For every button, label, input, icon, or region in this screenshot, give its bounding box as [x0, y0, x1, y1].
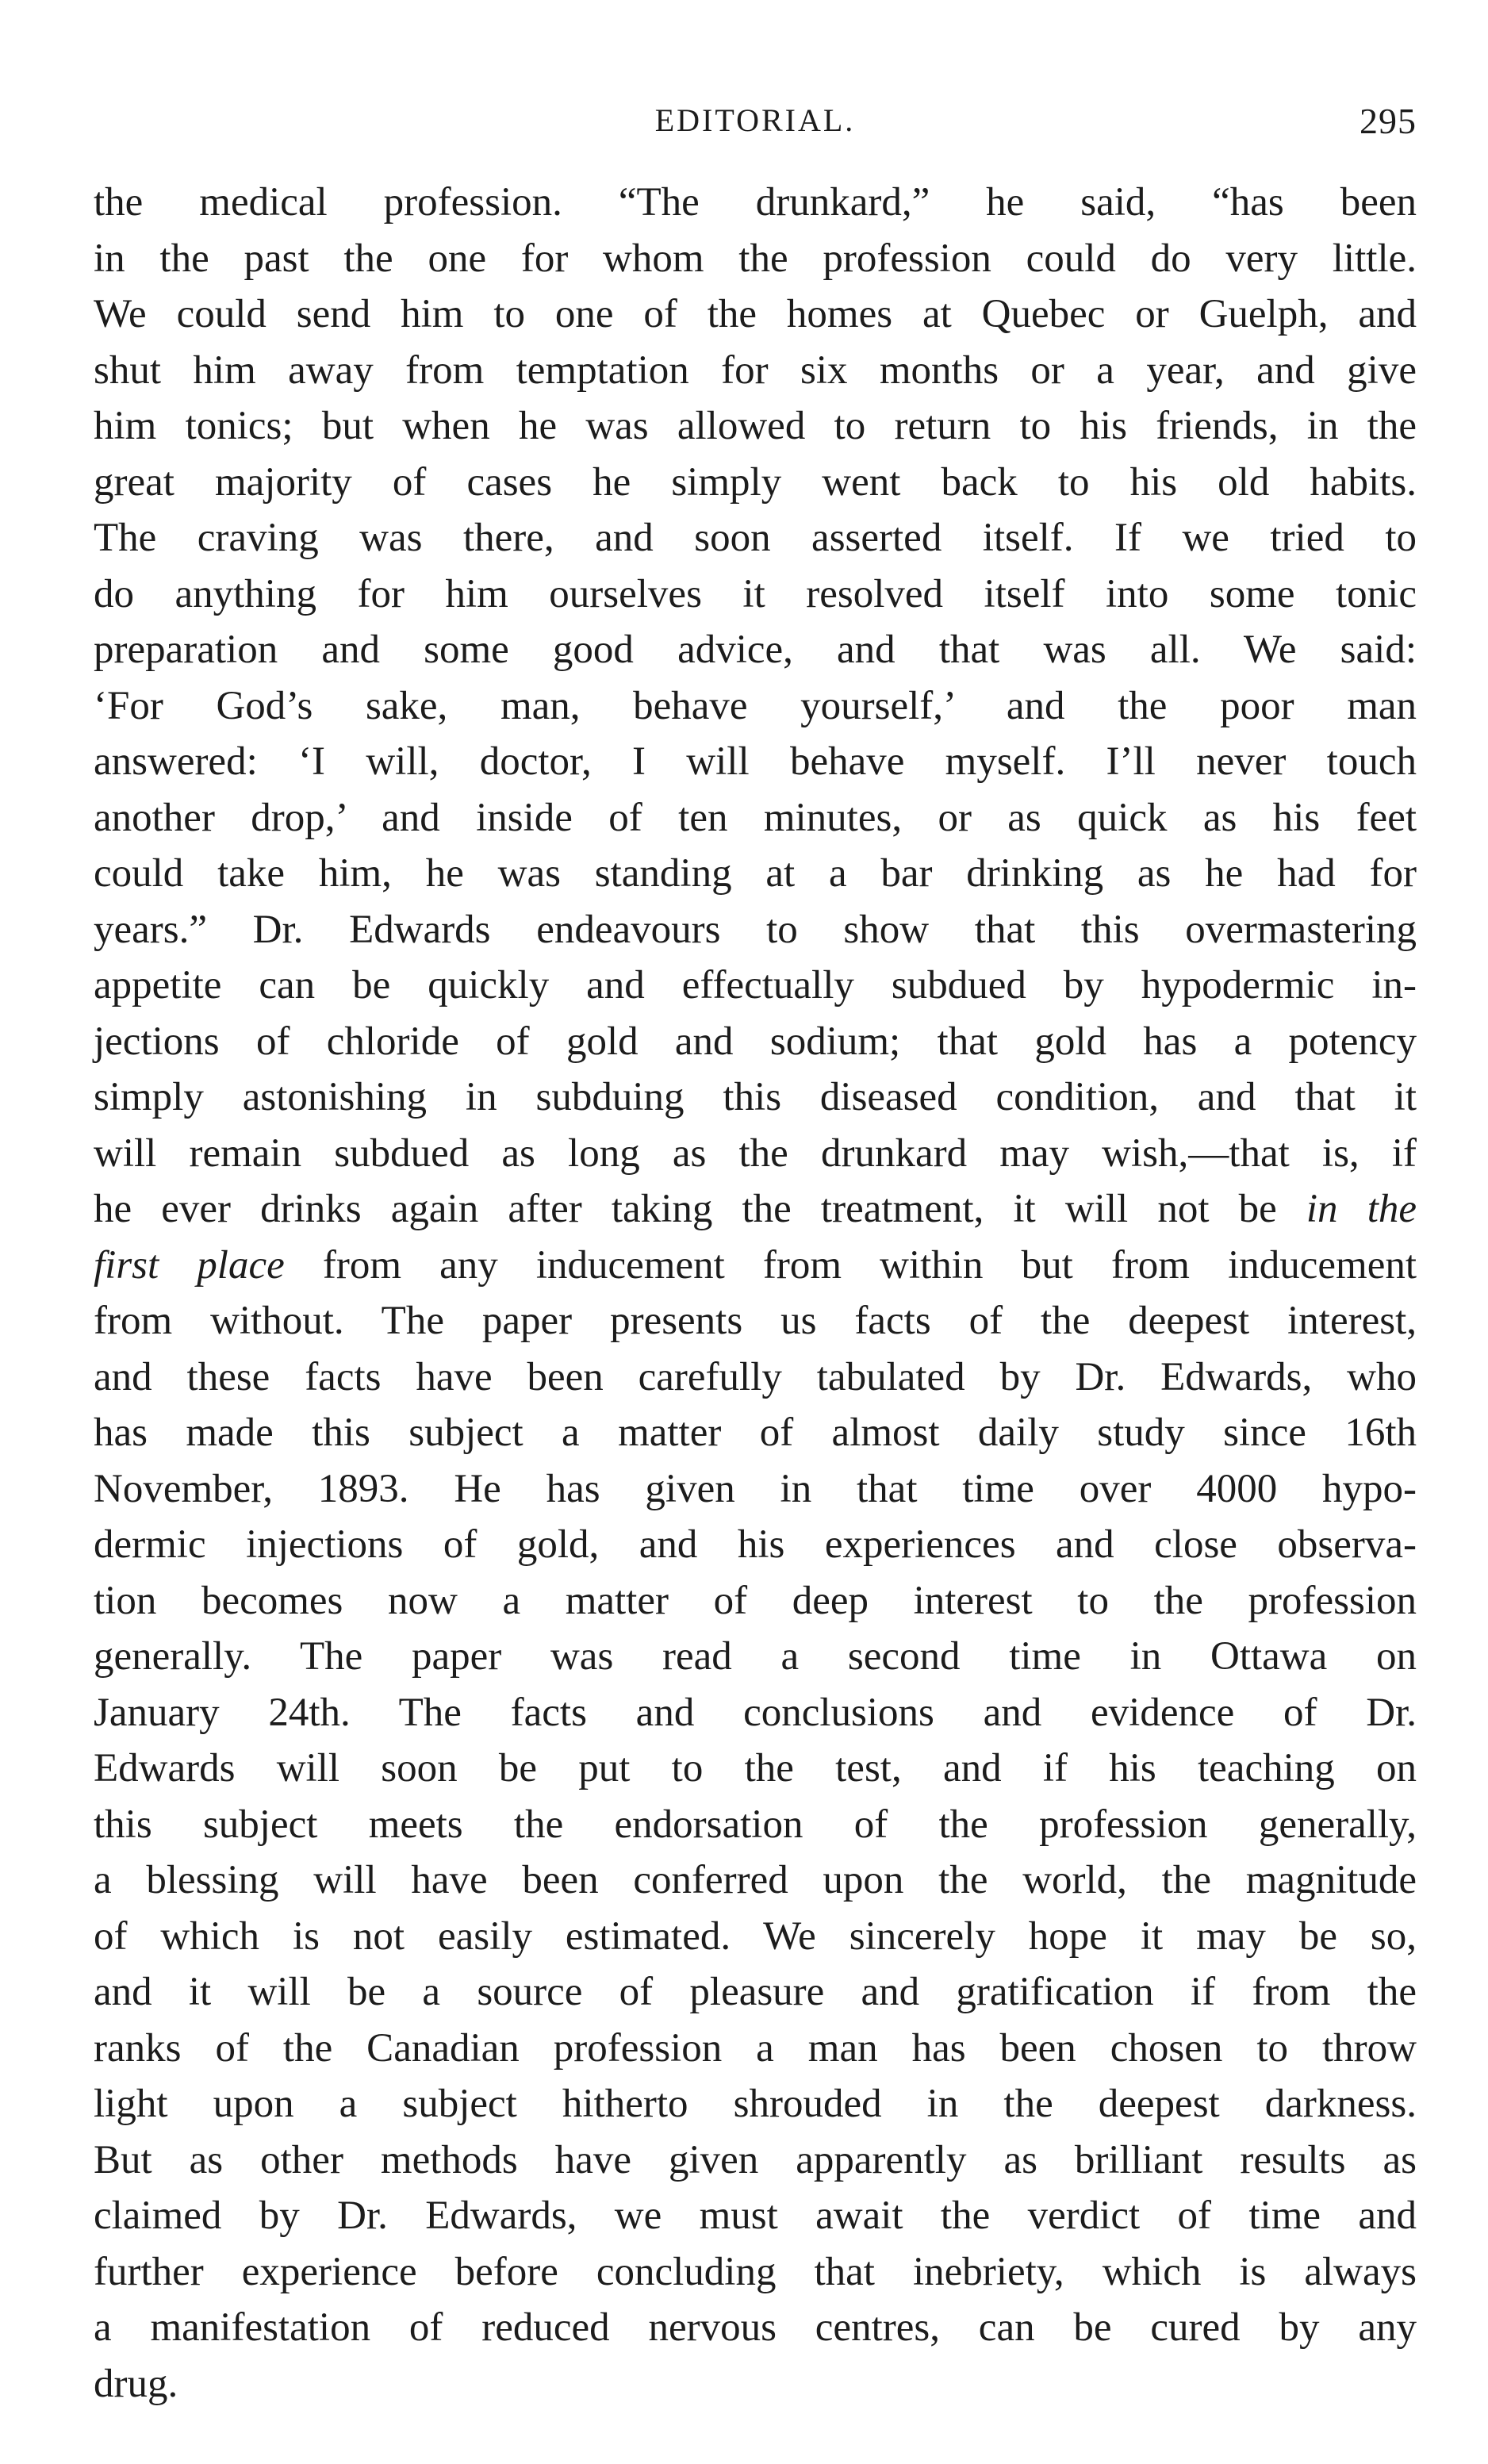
italic-emphasis: first place	[94, 1242, 285, 1288]
text-line: of which is not easily estimated. We sincerely hope it may be so,	[94, 1913, 1417, 1959]
editorial-body-text	[94, 175, 1417, 2412]
text-line: shut him away from temptation for six months or a year, and give	[94, 347, 1417, 393]
text-line: We could send him to one of the homes at Quebec or Guelph, and	[94, 292, 1417, 336]
text-line: January 24th. The facts and conclusions and evidence of Dr.	[94, 1690, 1417, 1735]
text-line: will remain subdued as long as the drunkard may wish,—that is, if	[94, 1130, 1417, 1176]
text-line: answered: ‘I will, doctor, I will behave myself. I’ll never touch	[94, 739, 1417, 784]
text-line: and these facts have been carefully tabulated by Dr. Edwards, who	[94, 1354, 1417, 1399]
text-line: appetite can be quickly and effectually subdued by hypodermic in-	[94, 963, 1417, 1007]
text-line: November, 1893. He has given in that time over 4000 hypo-	[94, 1466, 1417, 1511]
text-line: drug.	[94, 2361, 178, 2406]
text-line: But as other methods have given apparently as brilliant results as	[94, 2137, 1417, 2182]
text-line: dermic injections of gold, and his experiences and close observa-	[94, 1522, 1417, 1567]
running-head-title: EDITORIAL.	[654, 102, 856, 138]
text-segment: he ever drinks again after taking the treatment, it will not be	[94, 1187, 1306, 1231]
text-line: The craving was there, and soon asserted itself. If we tried to	[94, 516, 1417, 560]
text-line: a blessing will have been conferred upon the world, the magnitude	[94, 1858, 1417, 1902]
text-line: has made this subject a matter of almost daily study since 16th	[94, 1410, 1417, 1455]
italic-emphasis: in the	[1306, 1187, 1417, 1231]
text-line	[94, 1238, 1417, 1294]
page-number: 295	[1360, 101, 1417, 141]
text-line: ranks of the Canadian profession a man has been chosen to throw	[94, 2025, 1417, 2071]
text-line: Edwards will soon be put to the test, and if his teaching on	[94, 1746, 1417, 1790]
text-line: from without. The paper presents us facts of the deepest interest,	[94, 1299, 1417, 1343]
text-line: tion becomes now a matter of deep interest to the profession	[94, 1578, 1417, 1623]
text-line: the medical profession. “The drunkard,” he said, “has been	[94, 180, 1417, 225]
text-line: light upon a subject hitherto shrouded in the deepest darkness.	[94, 2082, 1417, 2126]
text-line: generally. The paper was read a second time in Ottawa on	[94, 1634, 1417, 1679]
text-line: a manifestation of reduced nervous centres, can be cured by any	[94, 2305, 1417, 2350]
text-line: preparation and some good advice, and that was all. We said:	[94, 628, 1417, 672]
text-line: ‘For God’s sake, man, behave yourself,’ and the poor man	[94, 683, 1417, 728]
running-head	[94, 94, 1417, 157]
text-line: another drop,’ and inside of ten minutes, or as quick as his feet	[94, 795, 1417, 840]
text-line: years.” Dr. Edwards endeavours to show that this overmastering	[94, 907, 1417, 952]
text-line	[94, 1181, 1417, 1238]
text-line: jections of chloride of gold and sodium; that gold has a potency	[94, 1019, 1417, 1064]
text-line: this subject meets the endorsation of the profession generally,	[94, 1802, 1417, 1847]
text-line: in the past the one for whom the profession could do very little.	[94, 236, 1417, 281]
text-line: claimed by Dr. Edwards, we must await the verdict of time and	[94, 2193, 1417, 2238]
text-line: further experience before concluding that inebriety, which is always	[94, 2249, 1417, 2294]
text-line: could take him, he was standing at a bar drinking as he had for	[94, 851, 1417, 896]
text-line: great majority of cases he simply went back to his old habits.	[94, 459, 1417, 505]
text-line: simply astonishing in subduing this diseased condition, and that it	[94, 1075, 1417, 1119]
text-line: him tonics; but when he was allowed to return to his friends, in the	[94, 404, 1417, 448]
text-line: do anything for him ourselves it resolved itself into some tonic	[94, 571, 1417, 616]
text-segment: from any inducement from within but from inducement	[284, 1242, 1417, 1288]
text-line: and it will be a source of pleasure and gratification if from the	[94, 1970, 1417, 2014]
